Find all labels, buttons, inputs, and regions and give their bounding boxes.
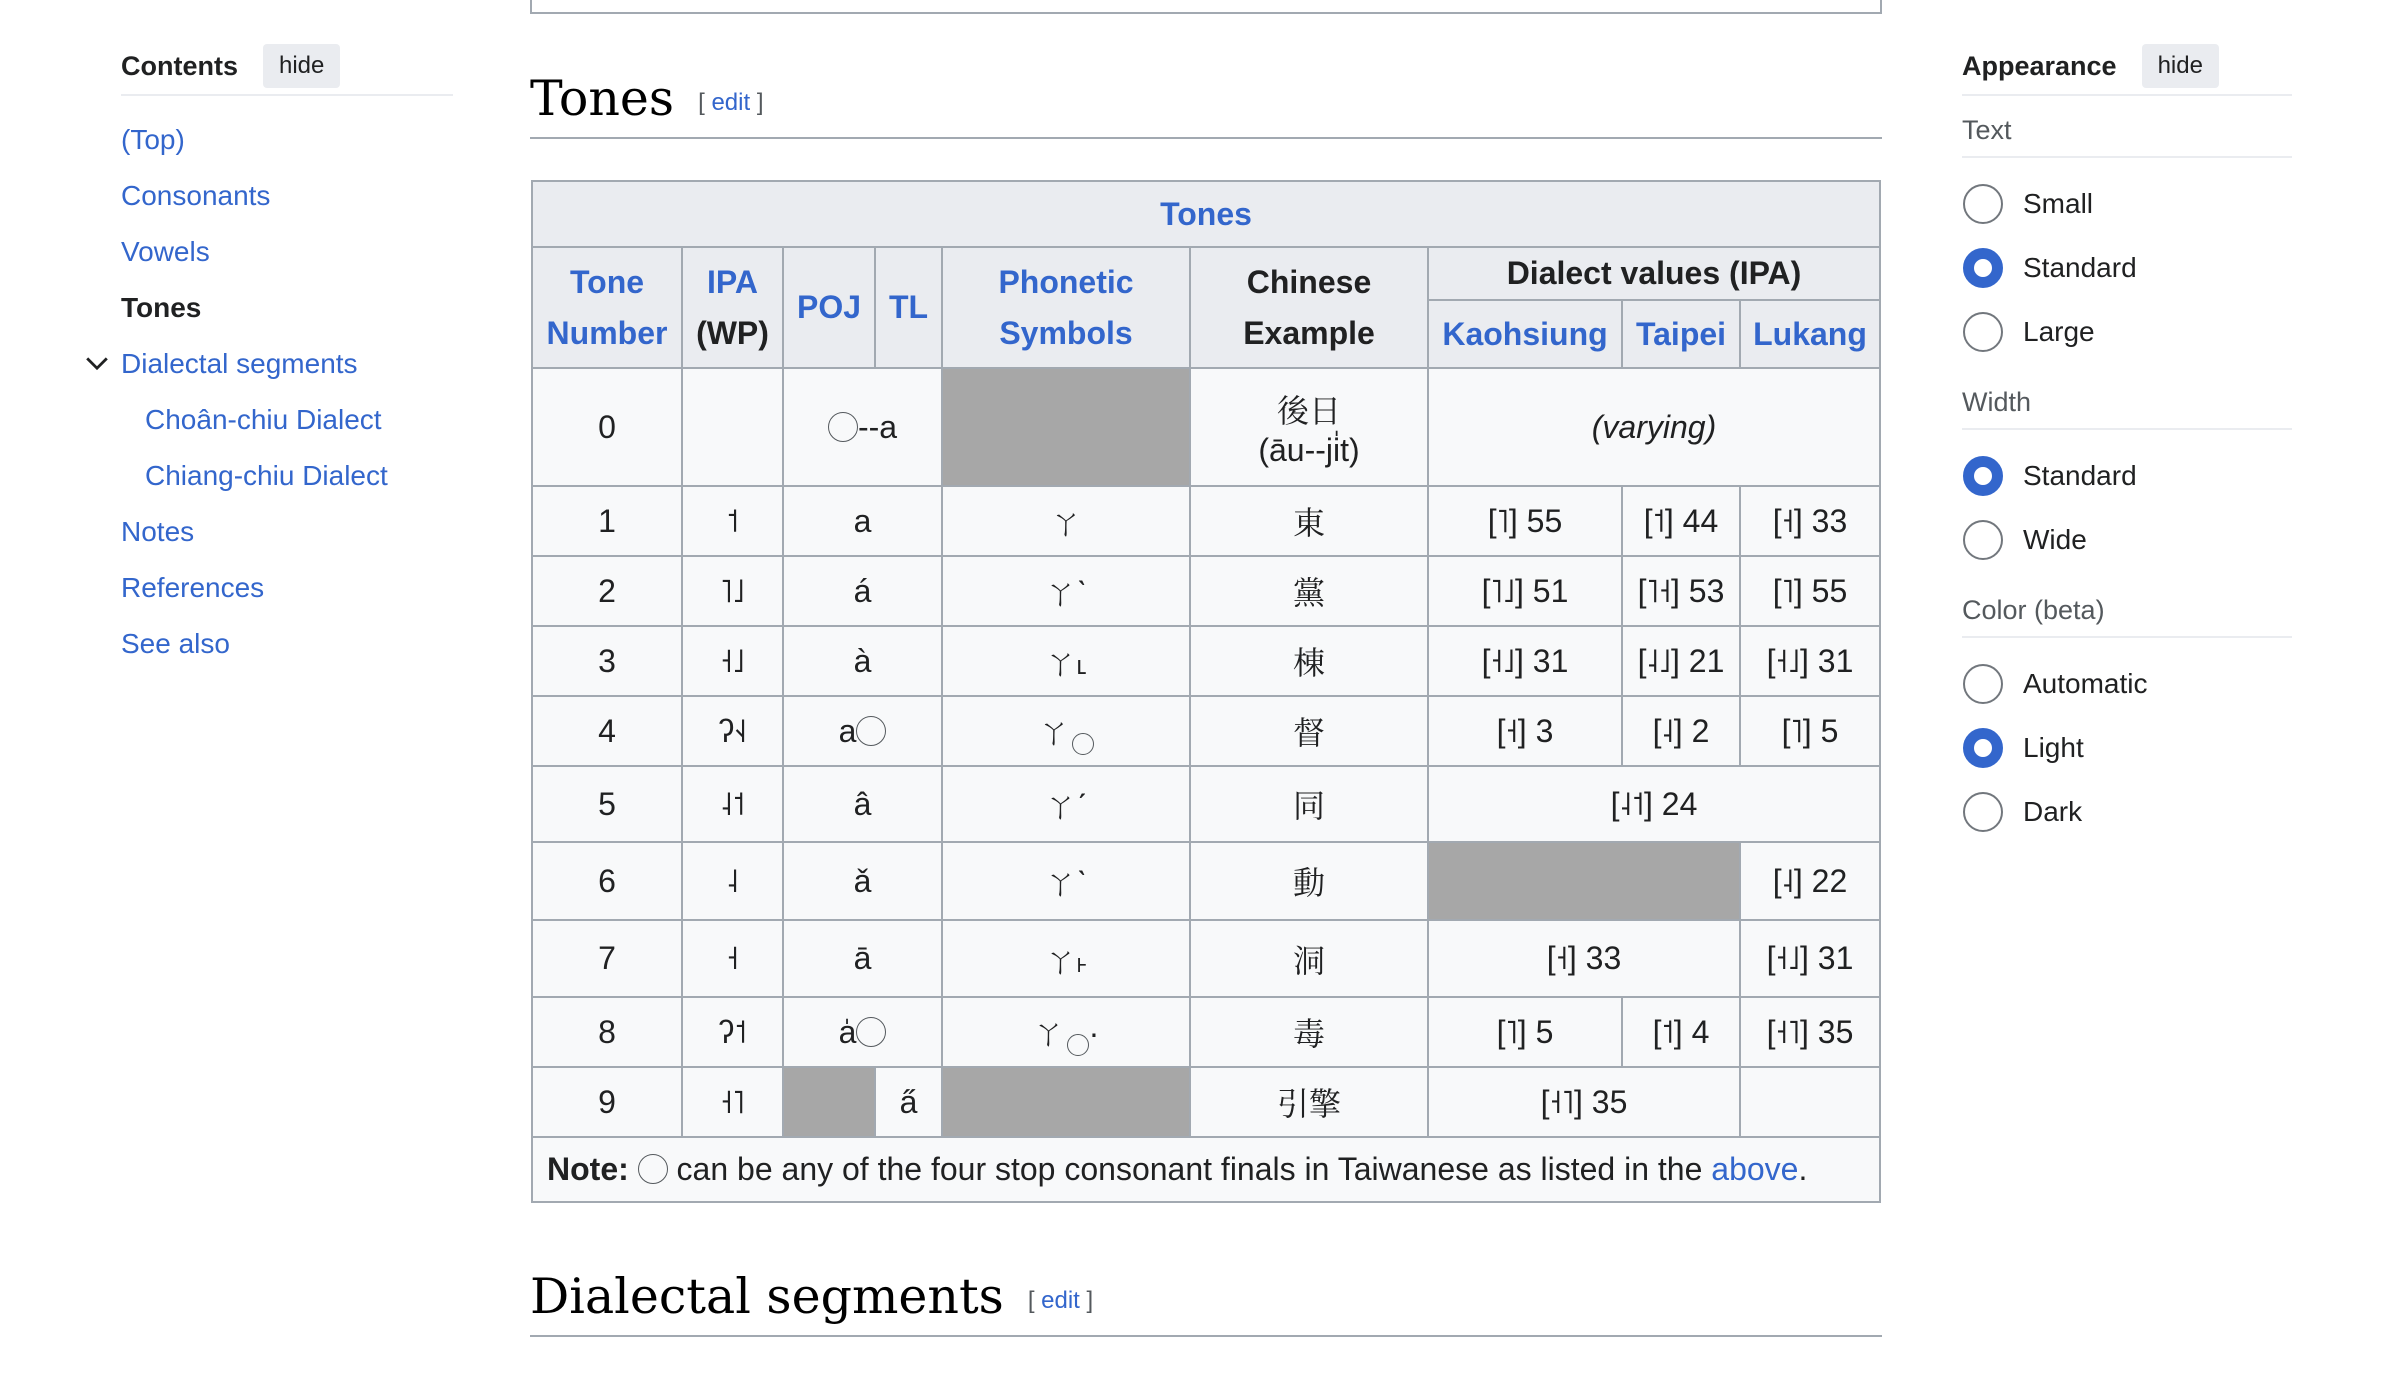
circle-placeholder-icon [1067,1034,1089,1056]
header-phonetic-symbols[interactable] [942,247,1190,368]
table-row [532,626,1880,696]
tones-table [531,180,1881,1203]
cell-kaohsiung-taipei: [˧] 33 [1428,920,1740,997]
header-text: POJ [796,289,862,325]
cell-poj-empty [783,1067,875,1137]
circle-placeholder-icon [638,1154,668,1184]
cell-phonetic: ㄚ˫ [942,920,1190,997]
appearance-title: Appearance [1962,50,2117,81]
cell-text: · [1088,1015,1100,1051]
bracket-close: ] [756,88,764,116]
table-row [532,920,1880,997]
cell-text: a [838,712,857,749]
table-row [532,1067,1880,1137]
radio-icon[interactable] [1963,184,2003,224]
table-row [532,486,1880,556]
header-dialect-values: Dialect values (IPA) [1428,247,1880,300]
header-lukang[interactable] [1740,300,1880,368]
cell-poj: à [783,626,942,696]
toc-item-consonants[interactable]: Consonants [121,180,271,211]
table-note-row [532,1137,1880,1202]
cell-dialect-all: [˨˦] 24 [1428,766,1880,842]
cell-lukang: [˧˩] 31 [1740,626,1880,696]
cell-text: (āu--ji̍t) [1258,431,1360,468]
radio-label: Dark [2023,796,2083,827]
cell-phonetic-empty [942,368,1190,486]
table-row [532,556,1880,626]
radio-label: Small [2023,188,2094,219]
toc-item-notes[interactable]: Notes [121,516,195,547]
cell-tone-number: 6 [532,842,682,920]
cell-tone-number: 8 [532,997,682,1067]
cell-kaohsiung-taipei-empty [1428,842,1740,920]
circle-placeholder-icon [828,412,858,442]
section-title: Dialectal segments [530,1268,1004,1325]
cell-lukang: [˧] 33 [1740,486,1880,556]
cell-poj: a [783,486,942,556]
header-text: TL [888,289,929,325]
section-heading-dialectal-segments [530,1268,1882,1337]
note-label: Note: [547,1151,629,1187]
cell-dialect-varying: (varying) [1428,368,1880,486]
cell-chinese-example: 毒 [1190,997,1428,1067]
cell-ipa: ˧ [682,920,783,997]
cell-text: a̍ [838,1013,857,1050]
circle-placeholder-icon [856,716,886,746]
toc-title: Contents [121,50,238,81]
cell-ipa: ˨˦ [682,766,783,842]
cell-tone-number: 2 [532,556,682,626]
radio-icon[interactable] [1963,312,2003,352]
toc-item-label: Dialectal segments [121,348,358,379]
table-row [532,997,1880,1067]
cell-lukang: [˧˥] 35 [1740,997,1880,1067]
bracket-open: [ [698,88,705,116]
cell-chinese-example: 洞 [1190,920,1428,997]
cell-phonetic [942,696,1190,766]
note-above-link[interactable]: above [1711,1151,1799,1187]
header-text: Symbols [999,314,1133,351]
cell-lukang: [˥] 55 [1740,556,1880,626]
cell-chinese-example: 黨 [1190,556,1428,626]
appearance-header [1962,48,2292,96]
circle-placeholder-icon [856,1017,886,1047]
edit-section-link-wrapper [698,89,763,116]
appearance-hide-button[interactable]: hide [2142,44,2219,88]
circle-placeholder-icon [1072,733,1094,755]
cell-poj: â [783,766,942,842]
note-end: . [1798,1151,1808,1187]
cell-tone-number: 4 [532,696,682,766]
radio-icon[interactable] [1963,792,2003,832]
toc-hide-button[interactable]: hide [263,44,340,88]
cell-chinese-example: 東 [1190,486,1428,556]
cell-poj: ā [783,920,942,997]
cell-ipa: ˨ [682,842,783,920]
toc-item-top[interactable]: (Top) [121,124,185,155]
toc-item-see-also[interactable]: See also [121,628,230,659]
cell-phonetic: ㄚˊ [942,766,1190,842]
cell-phonetic: ㄚˋ [942,556,1190,626]
section-heading-tones [530,70,1882,139]
color-label: Color (beta) [1962,588,2292,638]
cell-ipa: ʔ˧˨ [682,696,783,766]
radio-text-small[interactable] [1962,172,2292,236]
cell-poj: á [783,556,942,626]
cell-taipei: [˦] 4 [1622,997,1740,1067]
cell-ipa: ˦ [682,486,783,556]
header-text: Kaohsiung [1442,315,1608,352]
cell-phonetic [942,997,1190,1067]
cell-lukang-empty [1740,1067,1880,1137]
previous-table-bottom [530,0,1882,14]
radio-color-automatic[interactable] [1962,652,2292,716]
cell-ipa: ˧˩ [682,626,783,696]
cell-chinese-example [1190,368,1428,486]
toc-item-tones[interactable]: Tones [121,292,202,323]
cell-chinese-example: 棟 [1190,626,1428,696]
header-text: Phonetic [998,263,1134,300]
radio-label: Light [2023,732,2084,763]
cell-poj [783,997,942,1067]
radio-color-light[interactable] [1962,716,2292,780]
cell-tone-number: 5 [532,766,682,842]
header-text: Tone [569,263,645,300]
header-tone-number[interactable] [532,247,682,368]
width-options [1962,444,2292,572]
bracket-open: [ [1027,1286,1035,1314]
header-tl[interactable] [875,247,942,368]
radio-icon[interactable] [1963,520,2003,560]
header-text: IPA [707,263,758,300]
note-text: can be any of the four stop consonant finals in Taiwanese as listed in the [667,1151,1712,1187]
cell-poj [783,368,942,486]
cell-kaohsiung: [˧] 3 [1428,696,1622,766]
cell-tone-number: 7 [532,920,682,997]
header-poj[interactable] [783,247,875,368]
table-note [532,1137,1880,1202]
chevron-down-icon[interactable] [83,350,111,378]
toc-item-references[interactable]: References [121,572,265,603]
cell-taipei: [˨] 2 [1622,696,1740,766]
cell-ipa: ˥˩ [682,556,783,626]
text-size-label: Text [1962,108,2292,158]
cell-phonetic-empty [942,1067,1190,1137]
header-text: Lukang [1753,315,1867,352]
cell-kaohsiung: [˥˩] 51 [1428,556,1622,626]
header-taipei[interactable] [1622,300,1740,368]
radio-text-large[interactable] [1962,300,2292,364]
table-row [532,696,1880,766]
cell-text: ㄚ [1032,1015,1065,1051]
cell-tone-number: 0 [532,368,682,486]
cell-tone-number: 9 [532,1067,682,1137]
cell-chinese-example: 同 [1190,766,1428,842]
cell-chinese-example: 引擎 [1190,1067,1428,1137]
radio-label: Large [2023,316,2095,347]
cell-poj: ǎ [783,842,942,920]
radio-label: Wide [2023,524,2087,555]
cell-tone-number: 1 [532,486,682,556]
cell-text: 後日 [1276,392,1341,429]
radio-icon[interactable] [1963,664,2003,704]
cell-kaohsiung: [˥] 5 [1428,997,1622,1067]
radio-selected-icon[interactable] [1963,248,2003,288]
radio-selected-icon[interactable] [1963,456,2003,496]
header-text: Example [1243,314,1375,351]
cell-taipei: [˨˩] 21 [1622,626,1740,696]
toc-item-vowels[interactable]: Vowels [121,236,210,267]
toc-item-dialectal-segments[interactable] [121,336,453,392]
radio-width-wide[interactable] [1962,508,2292,572]
cell-chinese-example: 督 [1190,696,1428,766]
toc-item-choan-chiu-dialect[interactable]: Choân-chiu Dialect [145,404,382,435]
cell-taipei: [˥˧] 53 [1622,556,1740,626]
edit-link[interactable]: edit [1041,1286,1080,1314]
cell-ipa [682,368,783,486]
appearance-panel [1962,48,2292,844]
table-row [532,842,1880,920]
header-text: Taipei [1635,315,1727,352]
toc-header [121,48,453,96]
table-of-contents [121,48,453,672]
header-text: (WP) [696,314,769,351]
radio-label: Standard [2023,460,2137,491]
bracket-close: ] [1086,1286,1094,1314]
section-title: Tones [530,70,675,127]
cell-kaohsiung: [˥] 55 [1428,486,1622,556]
toc-item-chiang-chiu-dialect[interactable]: Chiang-chiu Dialect [145,460,388,491]
cell-poj [783,696,942,766]
cell-taipei: [˦] 44 [1622,486,1740,556]
edit-link[interactable]: edit [711,88,751,116]
radio-label: Standard [2023,252,2137,283]
header-text: Chinese [1246,263,1372,300]
cell-ipa: ʔ˦ [682,997,783,1067]
radio-selected-icon[interactable] [1963,728,2003,768]
text-size-options [1962,172,2292,364]
radio-label: Automatic [2023,668,2148,699]
edit-section-link-wrapper [1028,1287,1093,1314]
radio-text-standard[interactable] [1962,236,2292,300]
cell-lukang: [˨] 22 [1740,842,1880,920]
cell-phonetic: ㄚ˪ [942,626,1190,696]
header-ipa[interactable] [682,247,783,368]
table-row [532,368,1880,486]
cell-lukang: [˥] 5 [1740,696,1880,766]
cell-text: ㄚ [1037,714,1070,750]
header-kaohsiung[interactable] [1428,300,1622,368]
cell-lukang: [˧˩] 31 [1740,920,1880,997]
cell-ipa: ˧˥ [682,1067,783,1137]
cell-kaohsiung: [˧˩] 31 [1428,626,1622,696]
radio-width-standard[interactable] [1962,444,2292,508]
cell-tl: a̋ [875,1067,942,1137]
cell-phonetic: ㄚˋ [942,842,1190,920]
cell-tone-number: 3 [532,626,682,696]
header-text: Number [546,314,668,351]
cell-text: --a [857,408,898,445]
table-caption-link[interactable]: Tones [532,181,1880,247]
width-label: Width [1962,380,2292,430]
header-chinese-example [1190,247,1428,368]
cell-chinese-example: 動 [1190,842,1428,920]
color-options [1962,652,2292,844]
radio-color-dark[interactable] [1962,780,2292,844]
cell-kaohsiung-taipei: [˧˥] 35 [1428,1067,1740,1137]
cell-phonetic: ㄚ [942,486,1190,556]
table-row [532,766,1880,842]
